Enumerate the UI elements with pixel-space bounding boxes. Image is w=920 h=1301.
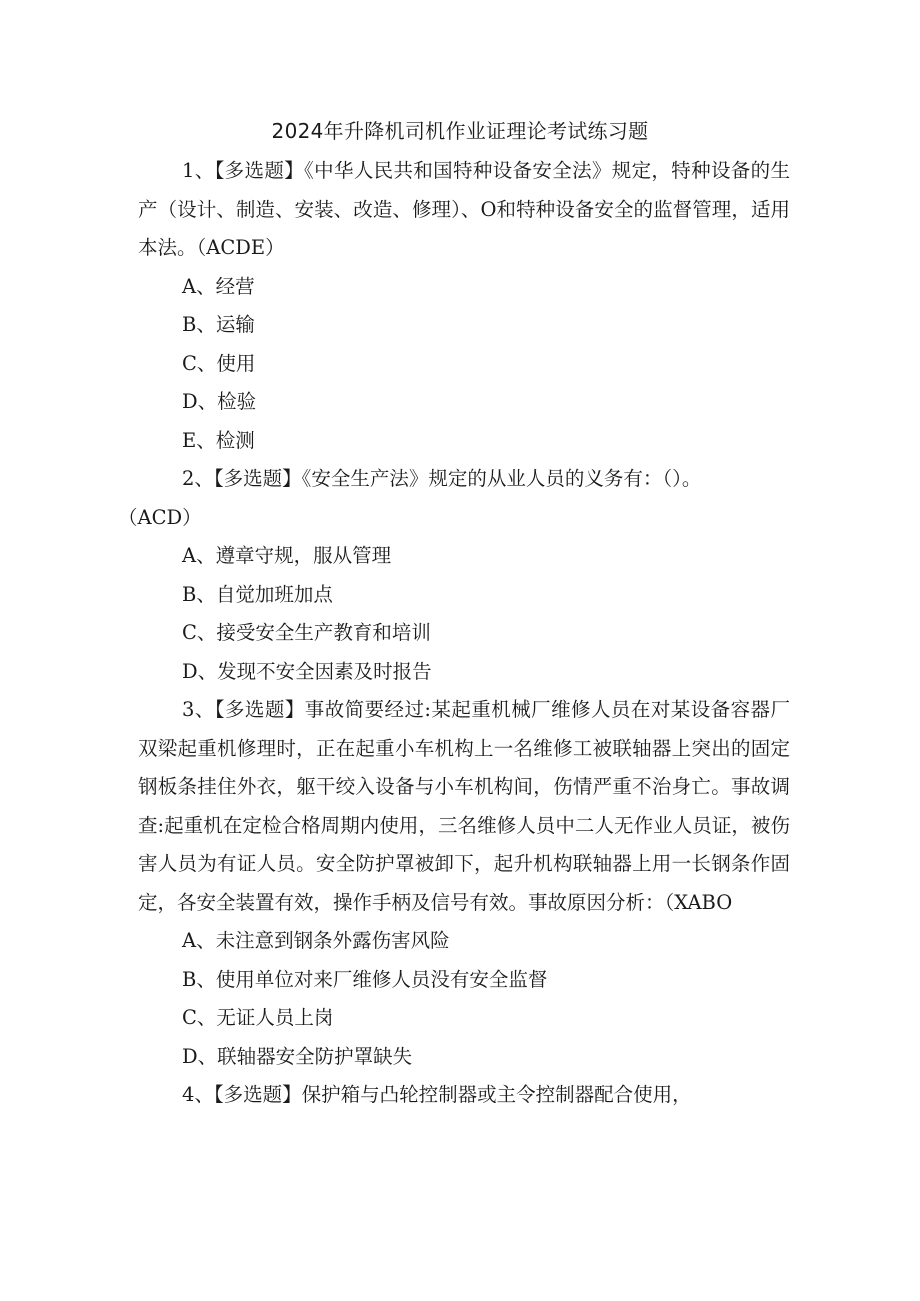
question-3-option-c: C、无证人员上岗 xyxy=(182,1006,334,1029)
question-3-option-a: A、未注意到钢条外露伤害风险 xyxy=(182,929,450,952)
question-2-text: 2、【多选题】《安全生产法》规定的从业人员的义务有：（）。 xyxy=(182,467,702,490)
question-4-text: 4、【多选题】保护箱与凸轮控制器或主令控制器配合使用， xyxy=(182,1083,692,1106)
question-1-option-c: C、使用 xyxy=(182,351,256,375)
question-list xyxy=(118,152,790,1115)
question-1-text: 1、【多选题】《中华人民共和国特种设备安全法》规定，特种设备的生产（设计、制造、安装、改造、修理）、O和特种设备安全的监督管理，适用本法。（ACDE） xyxy=(138,159,790,259)
question-2-option-a: A、遵章守规，服从管理 xyxy=(182,544,392,567)
question-1-option-d: D、检验 xyxy=(182,390,257,413)
question-1-option-b: B、运输 xyxy=(182,313,255,336)
question-3-option-d: D、联轴器安全防护罩缺失 xyxy=(182,1044,413,1068)
question-1-option-a: A、经营 xyxy=(182,274,255,298)
question-2-option-c: C、接受安全生产教育和培训 xyxy=(182,621,431,644)
question-2-option-d: D、发现不安全因素及时报告 xyxy=(182,659,432,683)
question-3-text: 3、【多选题】事故简要经过:某起重机械厂维修人员在对某设备容器厂双梁起重机修理时，正在起重小车机构上一名维修工被联轴器上突出的固定钢板条挂住外衣，躯干绞入设备与小车机构间，伤情严重不治身亡。事故调查:起重机在定检合格周期内使用，三名维修人员中二人无作业人员证，被伤害人员为有证人员。安全防护罩被卸下，起升机构联轴器上用一长钢条作固定，各安全装置有效，操作手柄及信号有效。事故原因分析：（XABO xyxy=(138,698,790,914)
question-1-option-e: E、检测 xyxy=(182,428,255,452)
page-title: 2024年升降机司机作业证理论考试练习题 xyxy=(271,119,649,143)
question-3-option-b: B、使用单位对来厂维修人员没有安全监督 xyxy=(182,967,548,991)
question-2-answer: （ACD） xyxy=(118,505,202,529)
question-2-option-b: B、自觉加班加点 xyxy=(182,582,333,606)
